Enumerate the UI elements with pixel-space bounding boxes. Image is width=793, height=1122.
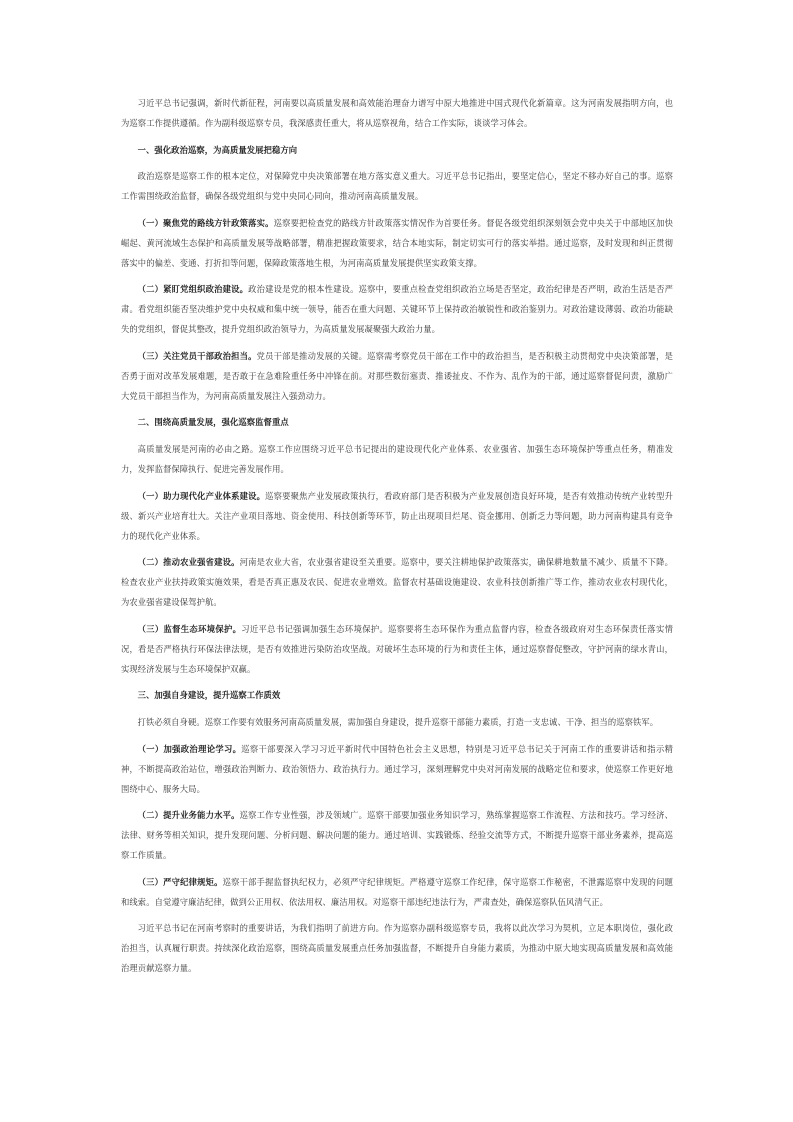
section-3-intro: 打铁必须自身硬。巡察工作要有效服务河南高质量发展，需加强自身建设，提升巡察干部能力素质，打造一支忠诚、干净、担当的巡察铁军。 — [137, 717, 659, 728]
section-1-item-3 — [121, 347, 673, 407]
document-body — [121, 94, 673, 979]
item-text: 巡察干部要深入学习习近平新时代中国特色社会主义思想，特别是习近平总书记关于河南工作的重要讲话和指示精神，不断提高政治站位，增强政治判断力、政治领悟力、政治执行力。通过学习，深刻理解党中央对河南发展的战略定位和要求，使巡察工作更好地围绕中心、服务大局。 — [121, 743, 673, 794]
item-lead: （二）推动农业强省建设。 — [137, 557, 240, 568]
item-text: 巡察工作专业性强，涉及领域广。巡察干部要加强业务知识学习，熟练掌握巡察工作流程、方法和技巧。学习经济、法律、财务等相关知识，提升发现问题、分析问题、解决问题的能力。通过培训、实践锻炼、经验交流等方式，不断提升巡察干部业务素养，提高巡察工作质量。 — [121, 810, 674, 861]
item-lead: （一）加强政治理论学习。 — [137, 743, 242, 754]
item-lead: （三）关注党员干部政治担当。 — [137, 350, 257, 361]
item-lead: （三）严守纪律规矩。 — [137, 876, 223, 887]
section-3-item-1 — [121, 740, 673, 800]
section-1-item-2 — [121, 280, 673, 340]
section-3-heading: 三、加强自身建设，提升巡察工作质效 — [137, 690, 281, 701]
section-1-item-1 — [121, 214, 673, 274]
item-text: 政治建设是党的根本性建设。巡察中，要重点检查党组织政治立场是否坚定，政治纪律是否严明，政治生活是否严肃。看党组织能否坚决维护党中央权威和集中统一领导，能否在重大问题、关键环节上保持政治敏锐性和政治鉴别力。对政治建设薄弱、政治功能缺失的党组织，督促其整改，提升党组织政治领导力，为高质量发展凝聚强大政治力量。 — [121, 284, 673, 335]
intro-paragraph: 习近平总书记强调，新时代新征程，河南要以高质量发展和高效能治理奋力谱写中原大地推进中国式现代化新篇章。这为河南发展指明方向，也为巡察工作提供遵循。作为副科级巡察专员，我深感责任重大，将从巡察视角，结合工作实际，谈谈学习体会。 — [121, 98, 673, 128]
item-text: 党员干部是推动发展的关键。巡察需考察党员干部在工作中的政治担当，是否积极主动贯彻党中央决策部署，是否勇于面对改革发展难题，是否敢于在急难险重任务中冲锋在前。对那些数衍塞责、推诿扯皮、不作为、乱作为的干部，通过巡察督促问责，激励广大党员干部担当作为，为河南高质量发展注入强劲动力。 — [121, 350, 674, 401]
item-lead: （三）监督生态环境保护。 — [137, 623, 242, 634]
conclusion-paragraph: 习近平总书记在河南考察时的重要讲话，为我们指明了前进方向。作为巡察办副科级巡察专员，我将以此次学习为契机，立足本职岗位，强化政治担当，认真履行职责。持续深化政治巡察，围绕高质量发展重点任务加强监督，不断提升自身能力素质，为推动中原大地实现高质量发展和高效能治理贡献巡察力量。 — [121, 923, 673, 974]
section-2-item-1 — [121, 487, 673, 547]
section-1-heading: 一、强化政治巡察，为高质量发展把稳方向 — [137, 144, 298, 155]
item-lead: （一）助力现代化产业体系建设。 — [137, 490, 266, 501]
section-1-intro: 政治巡察是巡察工作的根本定位，对保障党中央决策部署在地方落实意义重大。习近平总书记指出，要坚定信心，坚定不移办好自己的事。巡察工作需围绕政治监督，确保各级党组织与党中央同心同向，推动河南高质量发展。 — [121, 171, 673, 202]
item-text: 河南是农业大省，农业强省建设至关重要。巡察中，要关注耕地保护政策落实，确保耕地数量不减少、质量不下降。检查农业产业扶持政策实施效果，看是否真正惠及农民、促进农业增效。监督农村基础设施建设、农业科技创新推广等工作，推动农业农村现代化，为农业强省建设保驾护航。 — [121, 557, 674, 608]
item-lead: （一）聚焦党的路线方针政策落实。 — [137, 217, 274, 228]
section-2-item-2 — [121, 553, 673, 613]
section-3-item-3 — [121, 873, 673, 913]
section-2-intro: 高质量发展是河南的必由之路。巡察工作应围绕习近平总书记提出的建设现代化产业体系、农业强省、加强生态环境保护等重点任务，精准发力，发挥监督保障执行、促进完善发展作用。 — [121, 444, 673, 475]
item-text: 巡察要把检查党的路线方针政策落实情况作为首要任务。督促各级党组织深刻领会党中央关于中部地区加快崛起、黄河流域生态保护和高质量发展等战略部署，精准把握政策要求，结合本地实际，制定切实可行的落实举措。通过巡察，及时发现和纠正贯彻落实中的偏差、变通、打折扣等问题，保障政策落地生根，为河南高质量发展提供坚实政策支撑。 — [121, 217, 673, 268]
item-text: 巡察要聚焦产业发展政策执行，看政府部门是否积极为产业发展创造良好环境，是否有效推动传统产业转型升级、新兴产业培育壮大。关注产业项目落地、资金使用、科技创新等环节，防止出现项目烂尾、资金挪用、创新乏力等问题，助力河南构建具有竞争力的现代化产业体系。 — [121, 490, 673, 541]
item-text: 巡察干部手握监督执纪权力，必须严守纪律规矩。严格遵守巡察工作纪律，保守巡察工作秘密，不泄露巡察中发现的问题和线索。自觉遵守廉洁纪律，做到公正用权、依法用权、廉洁用权。对巡察干部违纪违法行为，严肃查处，确保巡察队伍风清气正。 — [121, 876, 673, 907]
item-lead: （二）紧盯党组织政治建设。 — [137, 284, 249, 295]
section-2-item-3 — [121, 620, 673, 680]
section-2-heading: 二、围绕高质量发展，强化巡察监督重点 — [137, 417, 289, 428]
section-3-item-2 — [121, 806, 673, 866]
item-lead: （二）提升业务能力水平。 — [137, 810, 240, 821]
item-text: 习近平总书记强调加强生态环境保护。巡察要将生态环保作为重点监督内容，检查各级政府对生态环保责任落实情况，看是否严格执行环保法律法规，是否有效推进污染防治攻坚战。对破坏生态环境的行为和责任主体，通过巡察督促整改，守护河南的绿水青山，实现经济发展与生态环境保护双赢。 — [121, 623, 673, 674]
